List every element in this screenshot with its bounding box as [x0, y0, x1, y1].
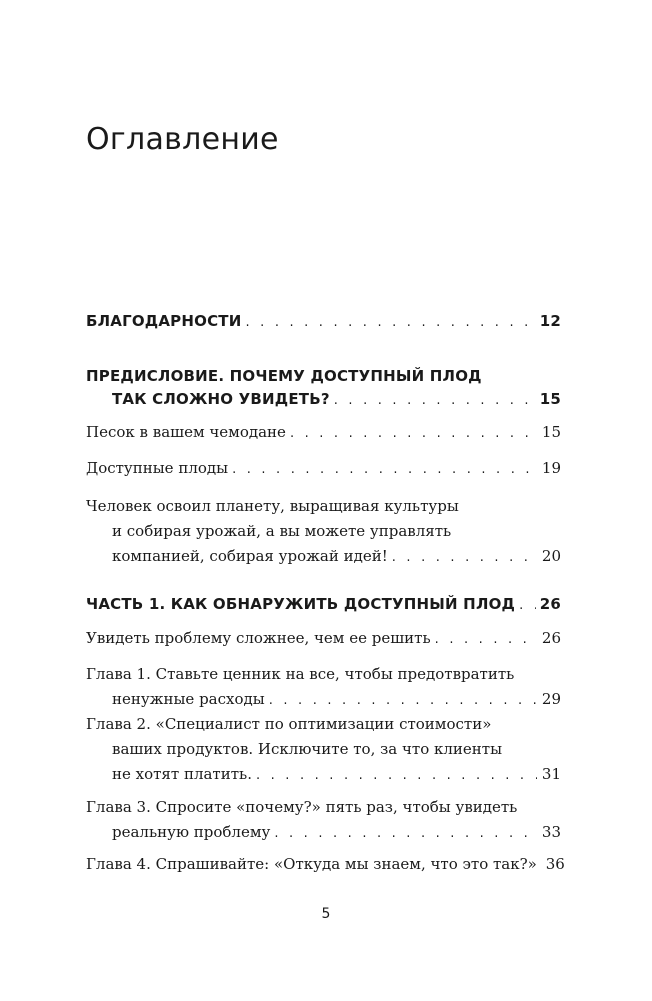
toc-entry-text: ПРЕДИСЛОВИЕ. ПОЧЕМУ ДОСТУПНЫЙ ПЛОД [86, 367, 482, 385]
toc-entry-text: ненужные расходы [112, 690, 265, 708]
toc-page-number: 33 [541, 823, 561, 841]
toc-entry-acknowledgements [86, 310, 561, 334]
toc-entry-text: ЧАСТЬ 1. КАК ОБНАРУЖИТЬ ДОСТУПНЫЙ ПЛОД [86, 595, 516, 613]
toc-entry-text: компанией, собирая урожай идей! [112, 547, 388, 565]
toc-page-number: 15 [539, 390, 561, 408]
toc-page-number: 29 [541, 690, 561, 708]
toc-entry-text: Доступные плоды [86, 459, 229, 477]
toc-entry-preface [86, 365, 561, 412]
toc-page-number: 26 [539, 595, 561, 613]
dot-leader [274, 821, 537, 846]
toc-entry-text: не хотят платить. [112, 765, 252, 783]
toc-entry-text: БЛАГОДАРНОСТИ [86, 312, 242, 330]
dot-leader [392, 545, 537, 570]
toc-entry-text: реальную проблему [112, 823, 271, 841]
toc-entry-chapter-2 [86, 712, 561, 788]
toc-page-number: 31 [541, 765, 561, 783]
dot-leader [334, 389, 536, 412]
dot-leader [435, 627, 537, 652]
toc-entry-text: и собирая урожай, а вы можете управлять [112, 522, 452, 540]
toc-entry-chapter-4 [86, 852, 565, 878]
page-number: 5 [321, 906, 331, 922]
toc-entry-text: Глава 2. «Специалист по оптимизации стоимости» [86, 715, 492, 733]
toc-entry-text: ваших продуктов. Исключите то, за что клиенты [112, 740, 503, 758]
toc-entry-text: Песок в вашем чемодане [86, 423, 286, 441]
toc-entry-chapter-1 [86, 662, 561, 713]
dot-leader [232, 457, 537, 482]
dot-leader [519, 594, 536, 617]
toc-entry-low-hanging-fruit [86, 456, 561, 482]
toc-page-number: 20 [541, 547, 561, 565]
dot-leader [245, 311, 535, 334]
dot-leader [256, 763, 537, 788]
toc-entry-part-1 [86, 593, 561, 617]
toc-entry-text: ТАК СЛОЖНО УВИДЕТЬ? [112, 390, 330, 408]
toc-entry-chapter-3 [86, 795, 561, 846]
toc-page-number: 19 [541, 459, 561, 477]
toc-entry-see-the-problem [86, 626, 561, 652]
toc-entry-text: Глава 4. Спрашивайте: «Откуда мы знаем, что это так?» [86, 855, 537, 873]
toc-entry-mankind-planet [86, 494, 561, 570]
toc-entry-text: Глава 3. Спросите «почему?» пять раз, чтобы увидеть [86, 798, 518, 816]
page-title: Оглавление [86, 122, 279, 157]
toc-entry-text: Человек освоил планету, выращивая культуры [86, 497, 459, 515]
toc-entry-text: Глава 1. Ставьте ценник на все, чтобы предотвратить [86, 665, 515, 683]
toc-entry-text: Увидеть проблему сложнее, чем ее решить [86, 629, 431, 647]
toc-page-number: 36 [545, 855, 565, 873]
dot-leader [290, 421, 537, 446]
toc-page-number: 26 [541, 629, 561, 647]
toc-page-number: 12 [539, 312, 561, 330]
toc-entry-sand-in-suitcase [86, 420, 561, 446]
toc-page-number: 15 [541, 423, 561, 441]
dot-leader [269, 688, 537, 713]
